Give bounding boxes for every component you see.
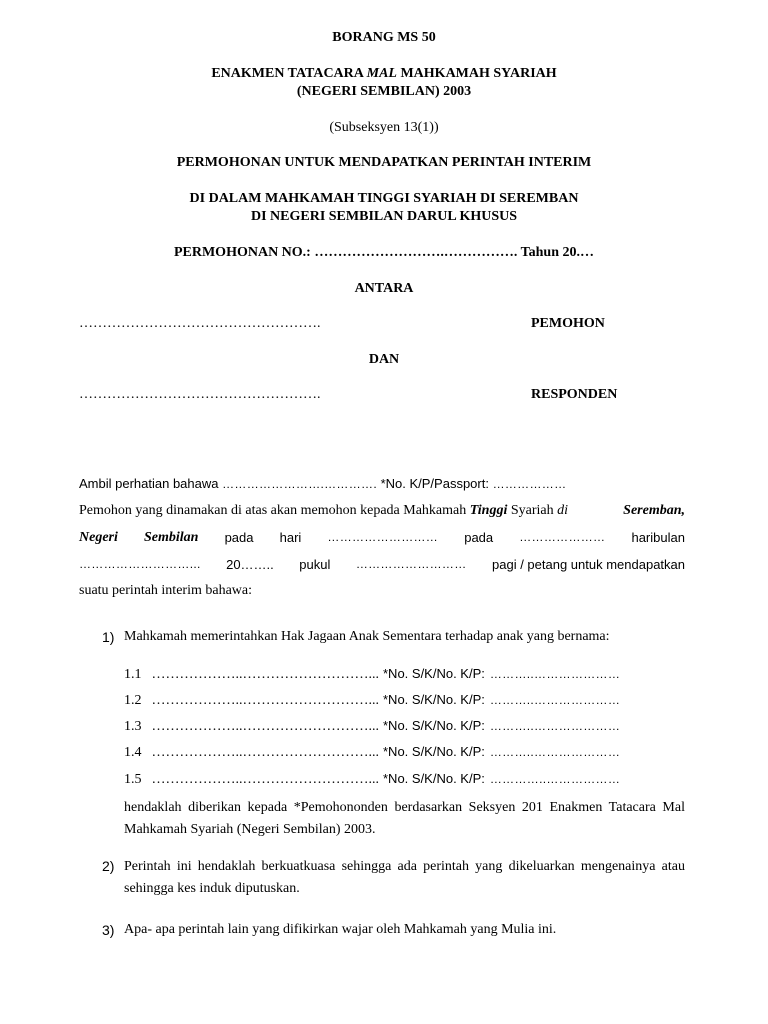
notice-name-blank: …………………….………….: [222, 477, 377, 491]
and-label: DAN: [368, 352, 400, 367]
notice-pukul: pukul: [299, 557, 331, 572]
enactment-title: [0, 66, 768, 82]
notice-line-3: [79, 530, 685, 546]
notice-line-5: suatu perintah interim bahawa:: [79, 583, 252, 598]
notice-day-blank: ………………………: [327, 530, 439, 544]
child-number: 1.2: [124, 693, 142, 708]
child-id-label: *No. S/K/No. K/P:: [383, 744, 485, 759]
notice-date-blank: …………………: [519, 530, 606, 544]
child-id-label: *No. S/K/No. K/P:: [383, 666, 485, 681]
notice-negeri: Negeri: [79, 530, 118, 545]
child-number: 1.4: [124, 745, 142, 760]
form-number: BORANG MS 50: [332, 30, 436, 45]
notice-hari: hari: [279, 530, 302, 545]
child-id-blank: ………..…………………: [489, 719, 621, 733]
applicant-name-blank: …………………………………………….: [79, 316, 321, 331]
child-number: 1.5: [124, 772, 142, 787]
item-1-text: Mahkamah memerintahkan Hak Jagaan Anak Sementara terhadap anak yang bernama:: [124, 629, 610, 644]
notice-am-pm: pagi / petang untuk mendapatkan: [492, 557, 685, 572]
respondent-label: RESPONDEN: [531, 387, 618, 402]
child-id-label: *No. S/K/No. K/P:: [383, 771, 485, 786]
notice-time-blank: ………………………: [355, 557, 467, 571]
enactment-state: (NEGERI SEMBILAN) 2003: [296, 84, 472, 99]
enactment-mal: MAL: [366, 66, 397, 81]
child-row: [124, 666, 620, 683]
child-name-blank: ………………..………………………...: [151, 719, 379, 734]
item-1-tail: hendaklah diberikan kepada *Pemohononden berdasarkan Seksyen 201 Enakmen Tatacara Mal Mahkamah Syariah (Negeri Sembilan) 2003.: [124, 800, 685, 837]
child-row: [124, 692, 620, 709]
child-name-blank: ………………..………………………...: [151, 745, 379, 760]
child-row: [124, 718, 620, 735]
notice-syariah: Syariah: [507, 503, 558, 518]
child-id-label: *No. S/K/No. K/P:: [383, 718, 485, 733]
child-id-blank: …………..………………: [489, 772, 621, 786]
notice-pada: pada: [224, 530, 254, 545]
child-id-blank: ………..…………………: [489, 745, 621, 759]
notice-month-blank: ………………………...: [79, 557, 201, 571]
item-1-number: 1): [102, 629, 115, 645]
notice-id-blank: ………………: [492, 477, 567, 491]
court-line-2: DI NEGERI SEMBILAN DARUL KHUSUS: [250, 209, 518, 224]
court-line-1: DI DALAM MAHKAMAH TINGGI SYARIAH DI SEREMBAN: [189, 191, 579, 206]
notice-pada-2: pada: [464, 530, 494, 545]
enactment-part-b: MAHKAMAH SYARIAH: [396, 66, 557, 81]
child-number: 1.3: [124, 719, 142, 734]
child-id-label: *No. S/K/No. K/P:: [383, 692, 485, 707]
child-name-blank: ………………..………………………...: [151, 667, 379, 682]
notice-line-2: [79, 503, 685, 519]
subsection: (Subseksyen 13(1)): [329, 120, 439, 135]
item-2-text: Perintah ini hendaklah berkuatkuasa sehingga ada perintah yang dikeluarkan mengenainya atau sehingga kes induk diputuskan.: [124, 859, 685, 896]
notice-applicant-text: Pemohon yang dinamakan di atas akan memohon kepada Mahkamah: [79, 503, 470, 518]
enactment-part-a: ENAKMEN TATACARA: [211, 66, 367, 81]
notice-haribulan: haribulan: [631, 530, 685, 545]
item-2-number: 2): [102, 858, 115, 874]
child-id-blank: ………..…………………: [489, 693, 621, 707]
notice-year-blank: 20……..: [226, 557, 274, 572]
notice-line-2-a: [79, 503, 568, 519]
notice-id-label: *No. K/P/Passport:: [376, 476, 493, 491]
notice-tinggi: Tinggi: [469, 503, 508, 518]
notice-line-4: [79, 557, 685, 572]
document-title: PERMOHONAN UNTUK MENDAPATKAN PERINTAH INTERIM: [176, 155, 592, 170]
item-3-number: 3): [102, 922, 115, 938]
notice-di: di: [557, 503, 568, 518]
between-label: ANTARA: [354, 281, 414, 296]
respondent-name-blank: …………………………………………….: [79, 387, 321, 402]
child-id-blank: ………..…………………: [489, 667, 621, 681]
child-number: 1.1: [124, 667, 142, 682]
notice-seremban: Seremban,: [623, 503, 685, 518]
child-row: [124, 771, 620, 788]
notice-sembilan: Sembilan: [144, 530, 199, 545]
child-name-blank: ………………..………………………...: [151, 772, 379, 787]
notice-line-1: [79, 476, 566, 491]
item-3-text: Apa- apa perintah lain yang difikirkan wajar oleh Mahkamah yang Mulia ini.: [124, 922, 557, 937]
child-name-blank: ………………..………………………...: [151, 693, 379, 708]
application-number: PERMOHONAN NO.: ……………………….……………. Tahun 20.…: [173, 245, 595, 260]
notice-take-notice: Ambil perhatian bahawa: [79, 476, 223, 491]
child-row: [124, 744, 620, 761]
applicant-label: PEMOHON: [531, 316, 605, 331]
